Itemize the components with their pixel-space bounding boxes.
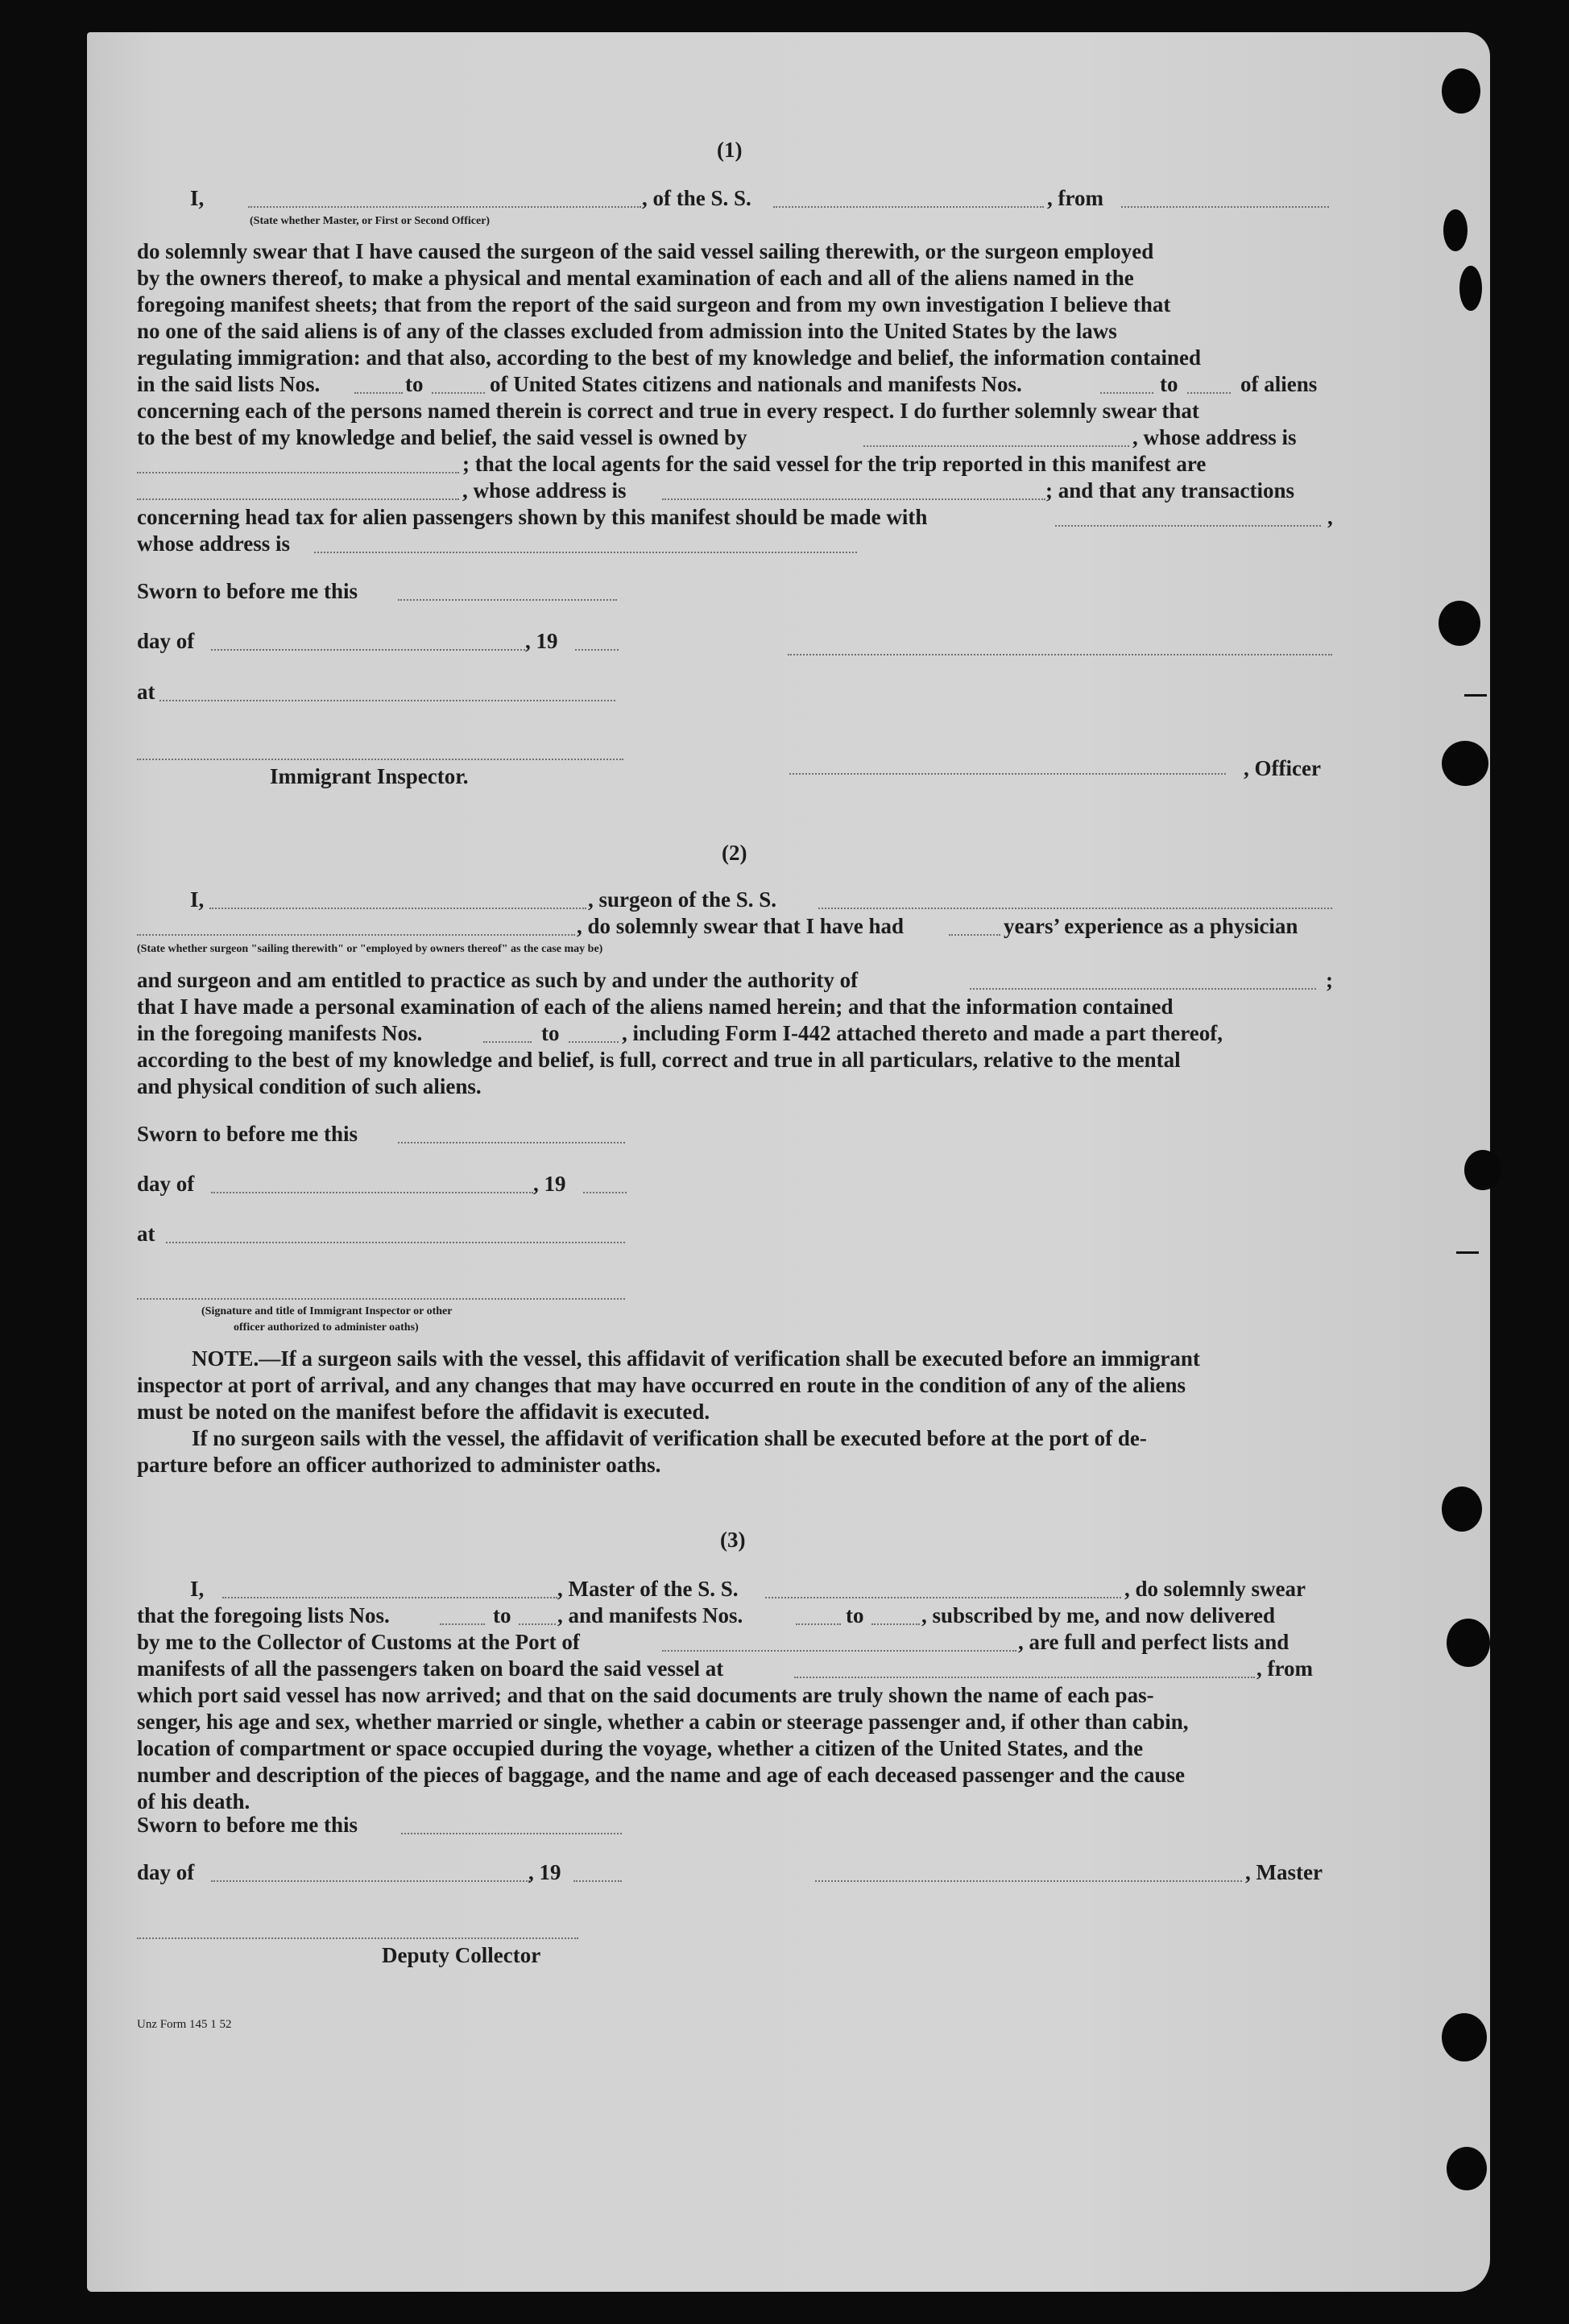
punch-hole [1442, 2013, 1487, 2061]
punch-hole [1439, 601, 1480, 646]
punch-hole [1442, 1487, 1482, 1532]
manifests-from-field[interactable] [796, 1623, 841, 1625]
s2-line: , including Form I-442 attached thereto and made a part thereof, [622, 1021, 1223, 1045]
punch-hole [1464, 1150, 1501, 1190]
deputy-signature-line[interactable] [137, 1937, 578, 1939]
s3-line: , and manifests Nos. [557, 1603, 743, 1627]
section-2-heading: (2) [722, 841, 747, 865]
master-vessel-field[interactable] [765, 1597, 1121, 1598]
at-label: at [137, 1222, 155, 1246]
s1-line: regulating immigration: and that also, according to the best of my knowledge and belief, the information contained [137, 345, 1201, 370]
citizen-list-from-field[interactable] [354, 392, 403, 394]
label-of-ss: , of the S. S. [642, 186, 751, 210]
s2-to: to [541, 1021, 560, 1045]
year-field[interactable] [575, 649, 619, 651]
year-label: , 19 [525, 629, 558, 653]
sworn-label: Sworn to before me this [137, 579, 358, 603]
departure-port-field[interactable] [1121, 206, 1329, 208]
surgeon-status-note: (State whether surgeon "sailing therewith" or "employed by owners thereof" as the case may be) [137, 943, 603, 955]
s1-line: no one of the said aliens is of any of the classes excluded from admission into the United States by the laws [137, 319, 1117, 343]
s1-line: ; that the local agents for the said vessel for the trip reported in this manifest are [462, 452, 1207, 476]
year-label: , 19 [533, 1172, 566, 1196]
sworn-date-field[interactable] [401, 1833, 622, 1834]
section-1-heading: (1) [717, 138, 743, 162]
officer-signature-line[interactable] [788, 654, 1332, 655]
label-i: I, [190, 186, 205, 210]
note-line: NOTE.—If a surgeon sails with the vessel, this affidavit of verification shall be executed before an immigrant [192, 1346, 1200, 1371]
s1-line: ; and that any transactions [1045, 478, 1295, 502]
label-years: years’ experience as a physician [1004, 914, 1298, 938]
s3-line: of his death. [137, 1789, 250, 1813]
owner-address-field[interactable] [137, 472, 459, 473]
s1-line: whose address is [137, 531, 291, 556]
label-swear: , do solemnly swear [1124, 1577, 1306, 1601]
s2-line: and physical condition of such aliens. [137, 1074, 482, 1098]
s3-line: , from [1256, 1656, 1313, 1681]
officer-label: , Officer [1244, 756, 1321, 780]
month-field[interactable] [211, 649, 525, 651]
manifest-to-field[interactable] [569, 1041, 619, 1043]
day-of-label: day of [137, 1860, 195, 1884]
note-line: inspector at port of arrival, and any changes that may have occurred en route in the condition of any of the aliens [137, 1373, 1186, 1397]
s3-line: senger, his age and sex, whether married or single, whether a cabin or steerage passenger and, if other than cabin, [137, 1710, 1189, 1734]
inspector-signature-line[interactable] [137, 1298, 625, 1300]
s3-line: that the foregoing lists Nos. [137, 1603, 390, 1627]
s1-line: concerning each of the persons named therein is correct and true in every respect. I do further solemnly swear that [137, 399, 1199, 423]
sworn-date-field[interactable] [398, 599, 617, 601]
authority-field[interactable] [970, 988, 1316, 990]
form-number: Unz Form 145 1 52 [137, 2018, 232, 2031]
label-master-of: , Master of the S. S. [557, 1577, 739, 1601]
s1-line: by the owners thereof, to make a physical and mental examination of each and all of the aliens named in the [137, 266, 1134, 290]
punch-hole [1459, 266, 1482, 311]
agents-address-field[interactable] [662, 498, 1045, 500]
s1-line: , [1327, 505, 1333, 529]
master-name-field[interactable] [222, 1597, 557, 1598]
officer-name-line[interactable] [789, 773, 1226, 775]
citizen-list-to-field[interactable] [432, 392, 485, 394]
year-field[interactable] [573, 1880, 622, 1882]
signature-note: (Signature and title of Immigrant Inspector or other [201, 1305, 453, 1317]
s2-line: according to the best of my knowledge and belief, is full, correct and true in all particulars, relative to the mental [137, 1048, 1181, 1072]
lists-from-field[interactable] [440, 1623, 485, 1625]
customs-port-field[interactable] [662, 1650, 1016, 1652]
master-rank-field[interactable] [248, 206, 641, 208]
s3-line: manifests of all the passengers taken on board the said vessel at [137, 1656, 724, 1681]
year-label: , 19 [528, 1860, 561, 1884]
year-field[interactable] [583, 1192, 627, 1193]
note-line: If no surgeon sails with the vessel, the affidavit of verification shall be executed before at the port of de- [192, 1426, 1147, 1450]
day-of-label: day of [137, 629, 195, 653]
surgeon-name-field[interactable] [209, 908, 586, 909]
day-of-label: day of [137, 1172, 195, 1196]
at-label: at [137, 680, 155, 704]
label-from: , from [1047, 186, 1103, 210]
punch-hole [1442, 741, 1488, 786]
s2-line: ; [1326, 968, 1333, 992]
surgeon-vessel-field[interactable] [818, 908, 1332, 909]
inspector-label: Immigrant Inspector. [270, 764, 469, 788]
label-swear: , do solemnly swear that I have had [577, 914, 905, 938]
s1-line: to the best of my knowledge and belief, the said vessel is owned by [137, 425, 747, 449]
s3-line: location of compartment or space occupied during the voyage, whether a citizen of the United States, and the [137, 1736, 1144, 1760]
mark [1456, 1251, 1479, 1254]
punch-hole [1443, 209, 1468, 251]
s2-line: and surgeon and am entitled to practice as such by and under the authority of [137, 968, 859, 992]
s1-line: , whose address is [1132, 425, 1297, 449]
s1-line: in the said lists Nos. [137, 372, 321, 396]
label-i: I, [190, 1577, 205, 1601]
s1-to: to [405, 372, 424, 396]
s3-line: number and description of the pieces of baggage, and the name and age of each deceased passenger and the cause [137, 1763, 1186, 1787]
place-field[interactable] [166, 1242, 625, 1243]
local-agents-field[interactable] [137, 498, 459, 500]
lists-to-field[interactable] [519, 1623, 556, 1625]
manifests-to-field[interactable] [871, 1623, 920, 1625]
s1-line: of United States citizens and nationals and manifests Nos. [490, 372, 1022, 396]
s2-line: in the foregoing manifests Nos. [137, 1021, 423, 1045]
month-field[interactable] [211, 1192, 533, 1193]
punch-hole [1447, 2147, 1487, 2190]
note-line: parture before an officer authorized to administer oaths. [137, 1453, 661, 1477]
surgeon-status-field[interactable] [137, 934, 575, 936]
sworn-label: Sworn to before me this [137, 1813, 358, 1837]
s3-to: to [493, 1603, 511, 1627]
s3-line: by me to the Collector of Customs at the Port of [137, 1630, 580, 1654]
master-label: , Master [1245, 1860, 1323, 1884]
sworn-date-field[interactable] [398, 1142, 625, 1143]
label-i: I, [190, 887, 205, 912]
s3-line: which port said vessel has now arrived; and that on the said documents are truly shown the name of each pas- [137, 1683, 1154, 1707]
s3-line: , subscribed by me, and now delivered [921, 1603, 1276, 1627]
master-rank-note: (State whether Master, or First or Second Officer) [250, 215, 491, 227]
punch-hole [1447, 1619, 1490, 1667]
month-field[interactable] [211, 1880, 530, 1882]
s1-line: concerning head tax for alien passengers shown by this manifest should be made with [137, 505, 928, 529]
section-3-heading: (3) [720, 1528, 746, 1552]
s1-line: do solemnly swear that I have caused the surgeon of the said vessel sailing therewith, or the surgeon employed [137, 239, 1154, 263]
manifest-from-field[interactable] [483, 1041, 532, 1043]
inspector-signature-line[interactable] [137, 759, 623, 760]
deputy-collector-label: Deputy Collector [382, 1943, 541, 1967]
head-tax-contact-field[interactable] [1055, 525, 1321, 527]
s1-to: to [1160, 372, 1178, 396]
label-surgeon-of: , surgeon of the S. S. [588, 887, 777, 912]
years-field[interactable] [949, 934, 1000, 936]
s2-line: that I have made a personal examination of each of the aliens named herein; and that the information contained [137, 995, 1174, 1019]
s1-line: foregoing manifest sheets; that from the report of the said surgeon and from my own investigation I believe that [137, 292, 1171, 316]
s3-line: , are full and perfect lists and [1018, 1630, 1290, 1654]
head-tax-address-field[interactable] [314, 552, 857, 553]
note-line: must be noted on the manifest before the affidavit is executed. [137, 1400, 710, 1424]
vessel-name-field[interactable] [773, 206, 1044, 208]
mark [1464, 694, 1487, 697]
vessel-owner-field[interactable] [863, 445, 1129, 447]
s1-line: of aliens [1240, 372, 1318, 396]
embark-port-field[interactable] [794, 1677, 1255, 1678]
signature-note: officer authorized to administer oaths) [234, 1321, 419, 1334]
place-field[interactable] [159, 700, 615, 701]
s1-line: , whose address is [462, 478, 627, 502]
sworn-label: Sworn to before me this [137, 1122, 358, 1146]
master-signature-line[interactable] [815, 1880, 1242, 1882]
punch-hole [1442, 68, 1480, 114]
alien-manifest-to-field[interactable] [1187, 392, 1231, 394]
alien-manifest-from-field[interactable] [1100, 392, 1153, 394]
s3-to: to [846, 1603, 864, 1627]
